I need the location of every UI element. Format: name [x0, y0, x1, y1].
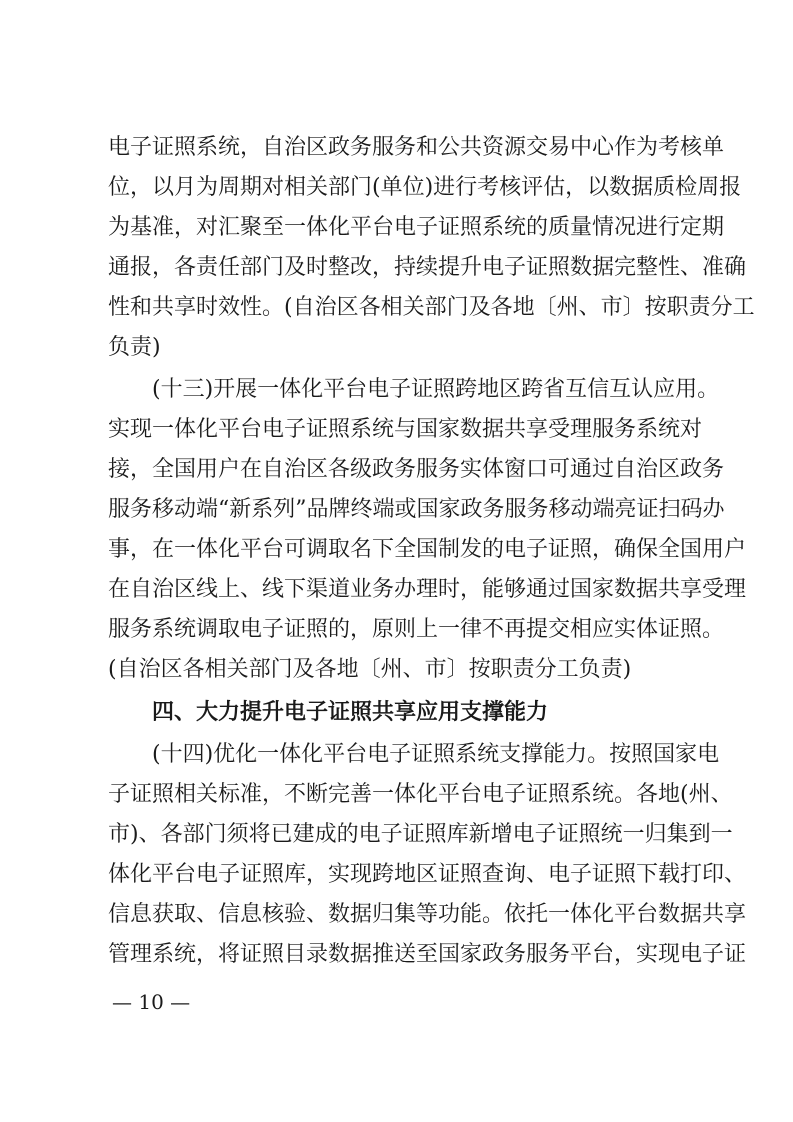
paragraph-line: 在自治区线上、线下渠道业务办理时，能够通过国家数据共享受理 [108, 577, 747, 602]
section-lead-line: (十三)开展一体化平台电子证照跨地区跨省互信互认应用。 [152, 377, 720, 402]
paragraph-line: 负责) [108, 335, 161, 360]
paragraph-line: 为基准，对汇聚至一体化平台电子证照系统的质量情况进行定期 [108, 215, 725, 240]
paragraph-line: 管理系统，将证照目录数据推送至国家政务服务平台，实现电子证 [108, 942, 747, 967]
paragraph-line: 通报，各责任部门及时整改，持续提升电子证照数据完整性、准确 [108, 255, 747, 280]
paragraph-line: 电子证照系统，自治区政务服务和公共资源交易中心作为考核单 [108, 135, 725, 160]
paragraph-line: 实现一体化平台电子证照系统与国家数据共享受理服务系统对 [108, 417, 703, 442]
paragraph-line: 服务系统调取电子证照的，原则上一律不再提交相应实体证照。 [108, 617, 725, 642]
section-lead-line: (十四)优化一体化平台电子证照系统支撑能力。按照国家电 [152, 742, 720, 767]
paragraph-line: 事，在一体化平台可调取名下全国制发的电子证照，确保全国用户 [108, 537, 747, 562]
section-heading: 四、大力提升电子证照共享应用支撑能力 [152, 700, 549, 725]
paragraph-line: 子证照相关标准，不断完善一体化平台电子证照系统。各地(州、 [108, 782, 733, 807]
paragraph-line: 接，全国用户在自治区各级政务服务实体窗口可通过自治区政务 [108, 457, 725, 482]
paragraph-line: 服务移动端“新系列”品牌终端或国家政务服务移动端亮证扫码办 [108, 497, 725, 522]
page-number: — 10 — [112, 990, 191, 1014]
paragraph-line: 性和共享时效性。(自治区各相关部门及各地〔州、市〕按职责分工 [108, 295, 755, 320]
paragraph-line: 位，以月为周期对相关部门(单位)进行考核评估，以数据质检周报 [108, 175, 742, 200]
paragraph-line: 市)、各部门须将已建成的电子证照库新增电子证照统一归集到一 [108, 822, 733, 847]
paragraph-line: (自治区各相关部门及各地〔州、市〕按职责分工负责) [108, 657, 632, 682]
paragraph-line: 体化平台电子证照库，实现跨地区证照查询、电子证照下载打印、 [108, 862, 747, 887]
paragraph-line: 信息获取、信息核验、数据归集等功能。依托一体化平台数据共享 [108, 902, 747, 927]
